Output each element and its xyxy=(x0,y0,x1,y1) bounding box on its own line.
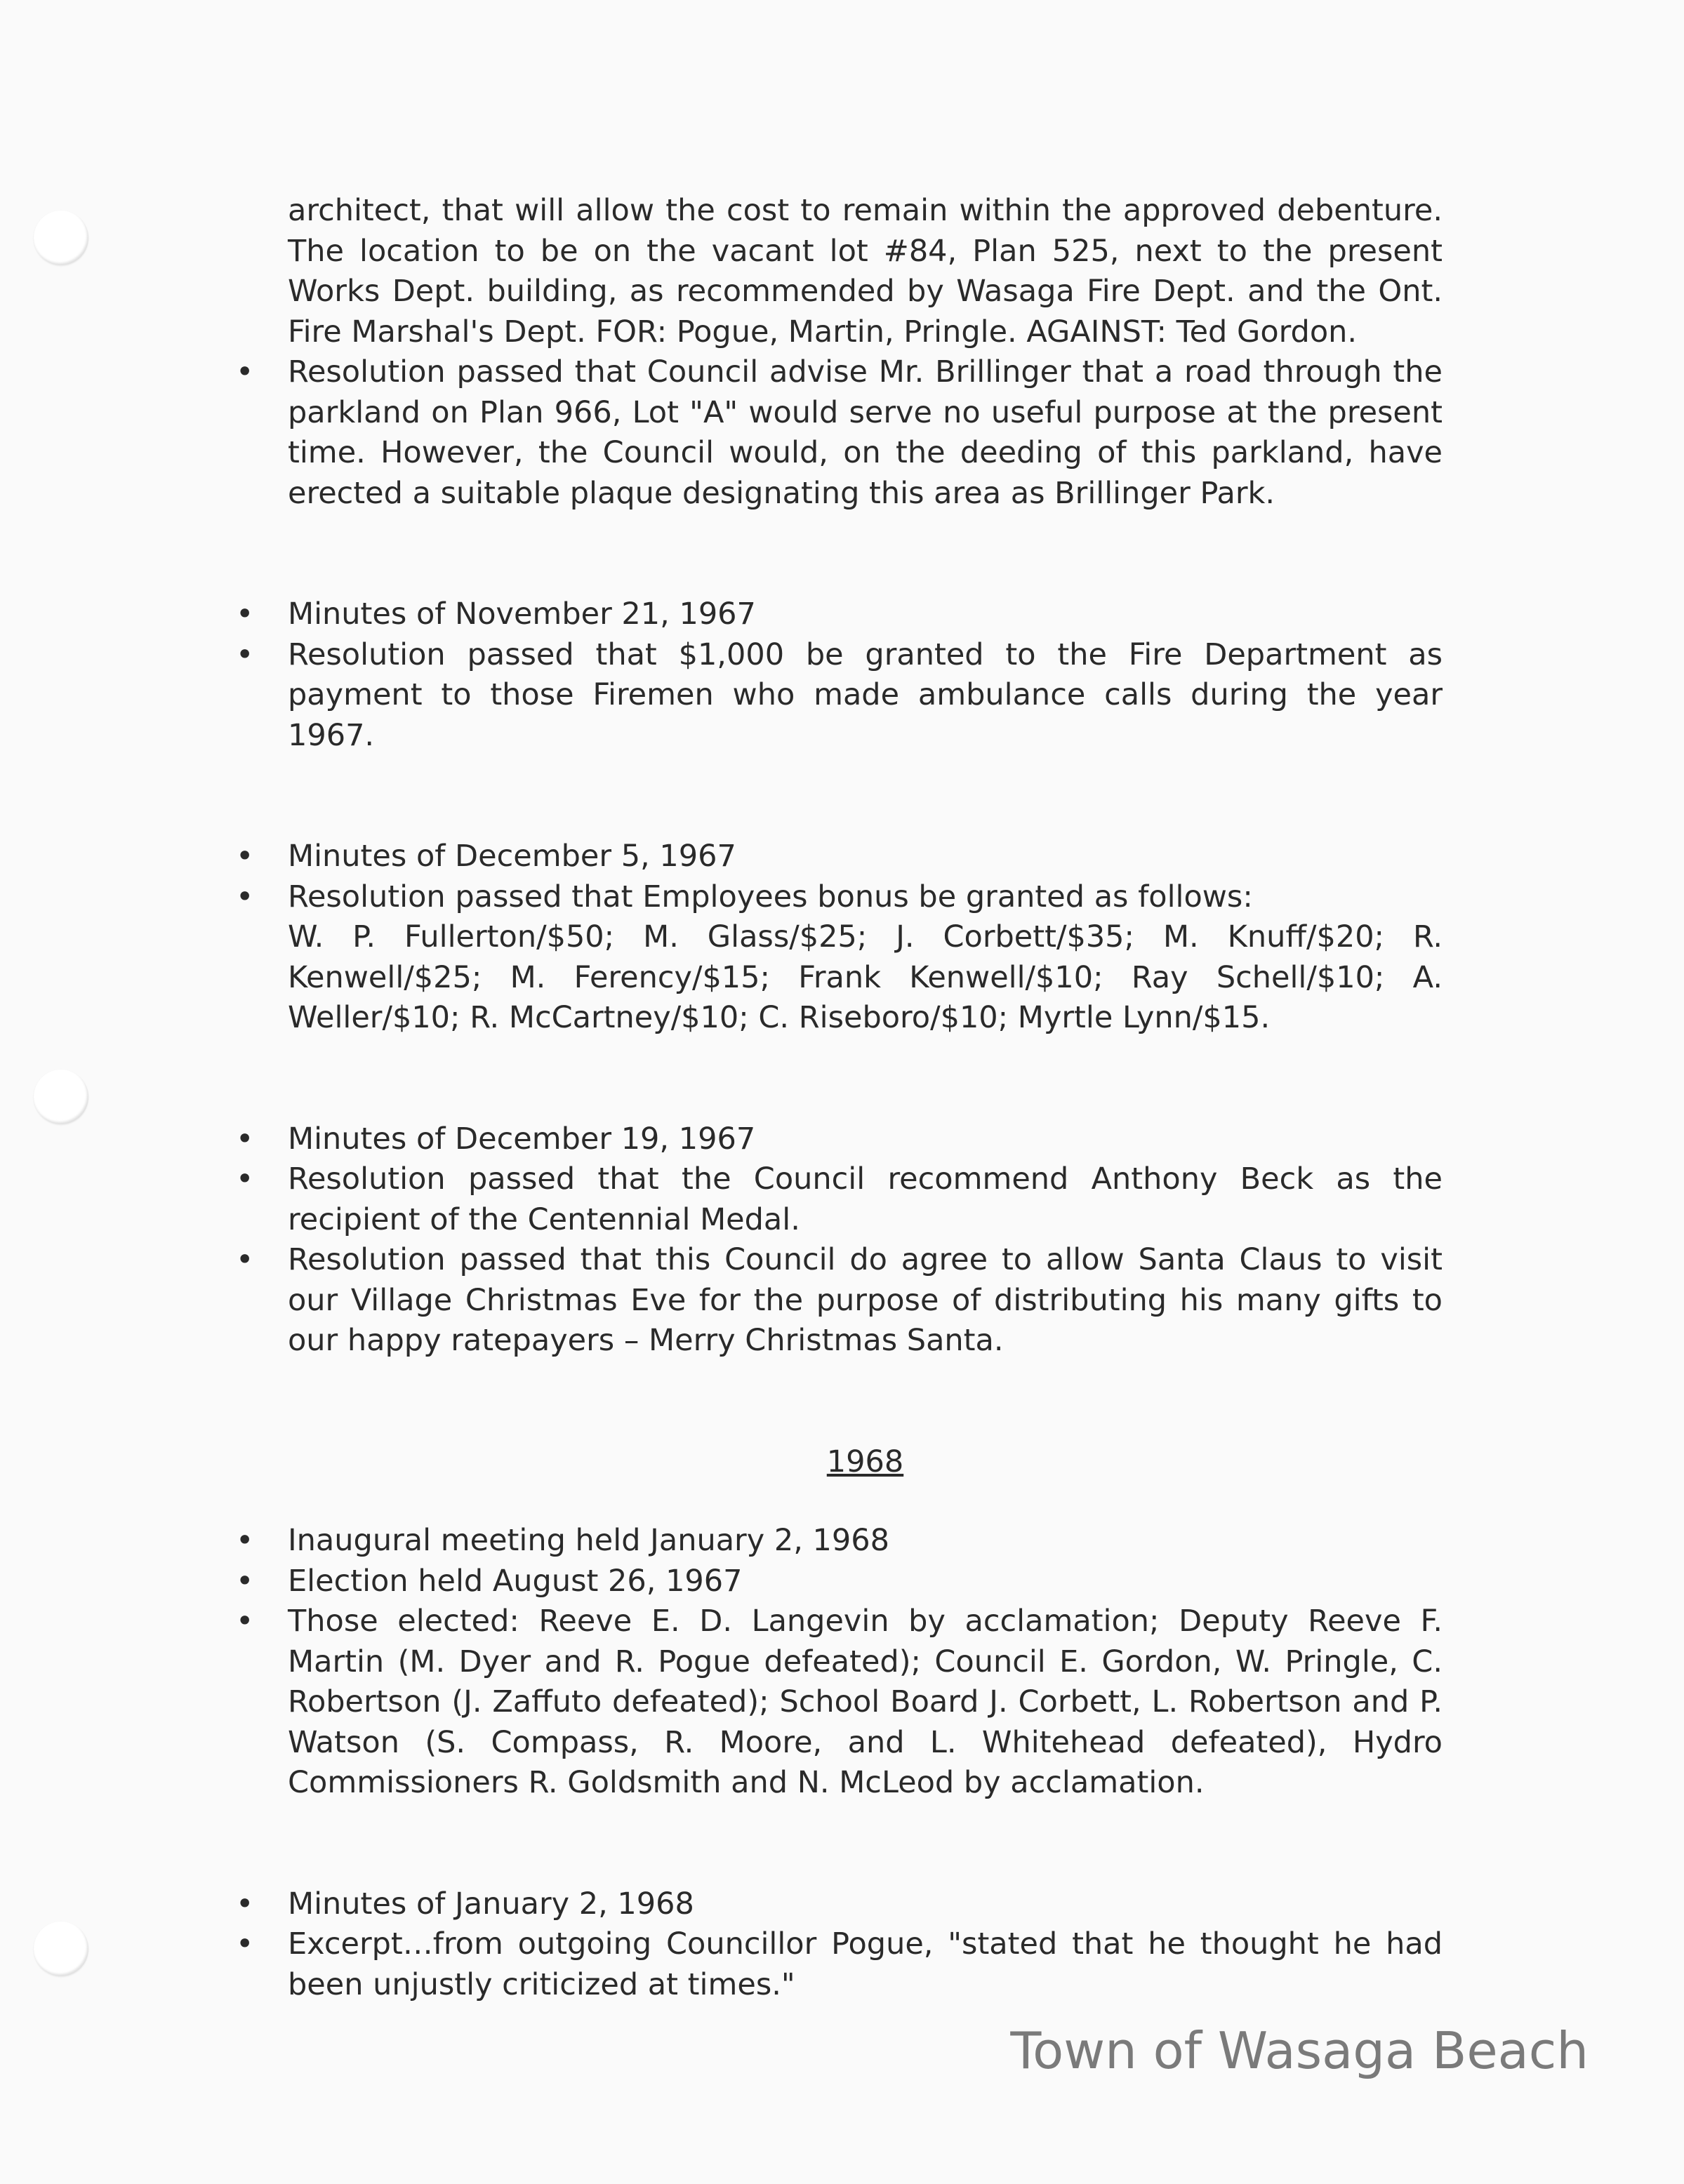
list-item xyxy=(232,1884,1443,1925)
list-item-text: Resolution passed that Council advise Mr. Brillinger that a road through the parkland on Plan 966, Lot "A" would serve no useful purpose at the present time. However, the Council would, on the deeding of this parkland, have erected a suitable plaque designating this area as Brillinger Park. xyxy=(288,354,1443,511)
list-item-text: Resolution passed that Employees bonus be granted as follows: xyxy=(288,879,1253,914)
list-item xyxy=(232,594,1443,635)
list-item-text: Excerpt…from outgoing Councillor Pogue, "stated that he thought he had been unjustly criticized at times." xyxy=(288,1926,1443,2002)
punch-hole xyxy=(34,1922,88,1976)
list-item xyxy=(232,1924,1443,2005)
punch-hole xyxy=(34,1070,88,1124)
list-item xyxy=(232,837,1443,877)
list-item xyxy=(232,877,1443,918)
list-item-text: Inaugural meeting held January 2, 1968 xyxy=(288,1523,889,1558)
list-item-text: Resolution passed that the Council recommend Anthony Beck as the recipient of the Centennial Medal. xyxy=(288,1161,1443,1237)
bullet-icon: • xyxy=(236,1604,254,1639)
list-item-text: Election held August 26, 1967 xyxy=(288,1563,743,1599)
list-item-text: Resolution passed that this Council do agree to allow Santa Claus to visit our Village Christmas Eve for the purpose of distributing his many gifts to our happy ratepayers – Merry Christmas Santa. xyxy=(288,1242,1443,1358)
bullet-icon: • xyxy=(236,879,254,914)
bullet-icon: • xyxy=(236,1121,254,1157)
list-item-text: Resolution passed that $1,000 be granted to the Fire Department as payment to those Firemen who made ambulance calls during the year 1967. xyxy=(288,637,1443,753)
bullet-icon: • xyxy=(236,597,254,632)
bullet-icon: • xyxy=(236,1926,254,1962)
list-item-text: Those elected: Reeve E. D. Langevin by acclamation; Deputy Reeve F. Martin (M. Dyer and R. Pogue defeated); Council E. Gordon, W. Pringle, C. Robertson (J. Zaffuto defeated); School Board J. Corbett, L. Robertson and P. Watson (S. Compass, R. Moore, and L. Whitehead defeated), Hydro Commissioners R. Goldsmith and N. McLeod by acclamation. xyxy=(288,1604,1443,1800)
list-item xyxy=(232,1602,1443,1804)
year-heading: 1968 xyxy=(826,1444,904,1479)
list-item-text: Minutes of January 2, 1968 xyxy=(288,1886,694,1922)
bonus-list: W. P. Fullerton/$50; M. Glass/$25; J. Corbett/$35; M. Knuff/$20; R. Kenwell/$25; M. Ferency/$15; Frank Kenwell/$10; Ray Schell/$10; A. Weller/$10; R. McCartney/$10; C. Riseboro/$10; Myrtle Lynn/$15. xyxy=(288,919,1443,1035)
bullet-icon: • xyxy=(236,1242,254,1277)
bullet-icon: • xyxy=(236,1563,254,1599)
list-item xyxy=(232,1240,1443,1361)
bullet-icon: • xyxy=(236,839,254,874)
list-item xyxy=(232,635,1443,757)
bullet-icon: • xyxy=(236,1161,254,1197)
continuation-paragraph: architect, that will allow the cost to remain within the approved debenture. The location to be on the vacant lot #84, Plan 525, next to the present Works Dept. building, as recommended by Wasaga Fire Dept. and the Ont. Fire Marshal's Dept. FOR: Pogue, Martin, Pringle. AGAINST: Ted Gordon. xyxy=(288,193,1443,349)
list-item-text: Minutes of December 19, 1967 xyxy=(288,1121,756,1157)
list-item xyxy=(232,1562,1443,1602)
document-body xyxy=(232,191,1443,2005)
list-item xyxy=(232,352,1443,514)
watermark: Town of Wasaga Beach xyxy=(1010,2021,1589,2080)
bullet-icon: • xyxy=(236,1886,254,1922)
list-item xyxy=(232,1119,1443,1160)
bullet-icon: • xyxy=(236,637,254,672)
list-item xyxy=(232,1521,1443,1562)
punch-hole xyxy=(34,211,88,265)
bullet-icon: • xyxy=(236,354,254,389)
list-item-text: Minutes of November 21, 1967 xyxy=(288,597,756,632)
bullet-icon: • xyxy=(236,1523,254,1558)
list-item-text: Minutes of December 5, 1967 xyxy=(288,839,736,874)
list-item xyxy=(232,1159,1443,1240)
